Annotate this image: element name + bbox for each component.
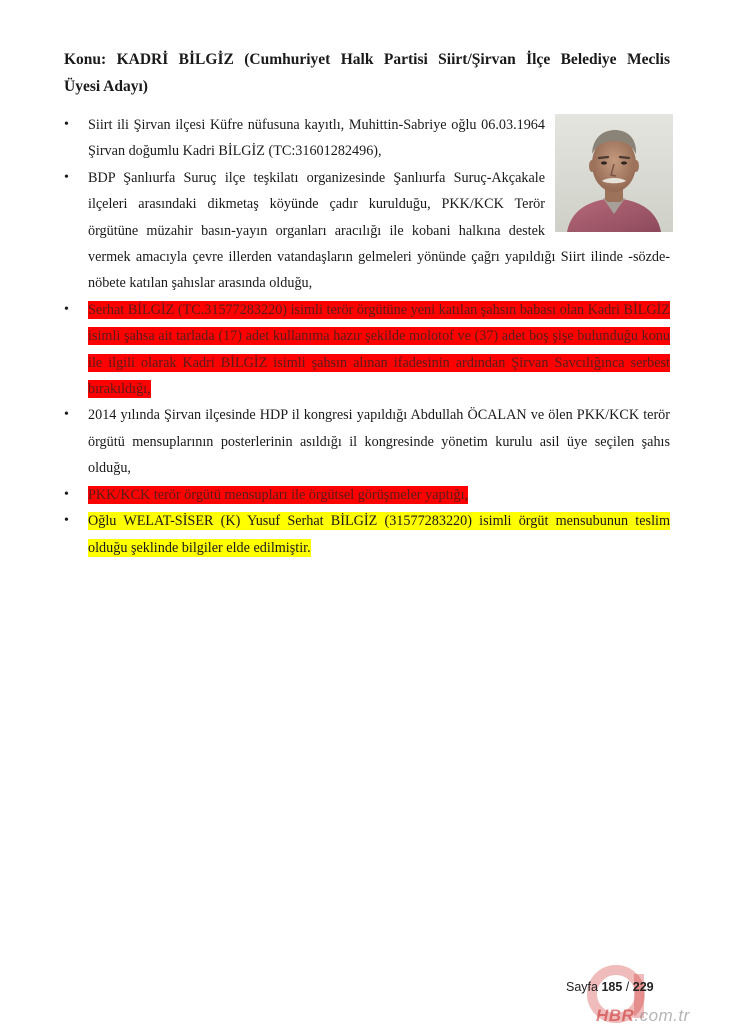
item-text [88, 165, 670, 297]
bullet-glyph: • [64, 169, 69, 185]
title-line-1: Konu: KADRİ BİLGİZ (Cumhuriyet Halk Partisi Siirt/Şirvan İlçe Belediye Meclis [64, 51, 670, 68]
page-label: Sayfa [566, 980, 598, 994]
page-current: 185 [601, 980, 623, 994]
bullet-glyph: • [64, 513, 69, 529]
list-item [64, 165, 670, 297]
document-title [64, 46, 670, 100]
list-item-red-highlight [64, 482, 670, 508]
title-line-2: Üyesi Adayı) [64, 78, 148, 95]
item-text [88, 402, 670, 481]
watermark-brand: HBR [596, 1006, 635, 1025]
list-item-yellow-highlight [64, 508, 670, 561]
watermark-domain: .com.tr [634, 1006, 690, 1025]
bullet-glyph: • [64, 407, 69, 423]
item-text-content: BDP Şanlıurfa Suruç ilçe teşkilatı organizesinde Şanlıurfa Suruç-Akçakale ilçeleri arasındaki dikmetaş köyünde çadır kurulduğu, PKK/KCK Terör örgütüne müzahir basın-yayın organları aracılığı ile kobani halkına destek vermek amacıyla çevre illerden vatandaşların gelmeleri yönünde çağrı yapıldığı Siirt ilinde -sözde- nöbete katılan şahıslar arasında olduğu, [88, 169, 670, 292]
page-total: 229 [632, 980, 654, 994]
watermark-text [596, 1006, 690, 1026]
item-text: Siirt ili Şirvan ilçesi Küfre nüfusuna kayıtlı, Muhittin-Sabriye oğlu 06.03.1964 Şirvan doğumlu Kadri BİLGİZ (TC:31601282496), [88, 117, 545, 160]
item-text [88, 508, 670, 561]
item-text-content: 2014 yılında Şirvan ilçesinde HDP il kongresi yapıldığı Abdullah ÖCALAN ve ölen PKK/KCK terör örgütü mensuplarının posterlerinin asıldığı il kongresinde yönetim kurulu asil üye seçilen şahıs olduğu, [88, 407, 670, 477]
list-item [64, 112, 670, 165]
item-text [88, 297, 670, 403]
page-footer [566, 980, 654, 994]
bullet-list [64, 112, 670, 561]
red-highlight: Serhat BİLGİZ (TC.31577283220) isimli terör örgütüne yeni katılan şahsın babası olan Kadri BİLGİZ isimli şahsa ait tarlada (17) adet kullanıma hazır şekilde molotof ve (37) adet boş şişe bulunduğu konu ile ilgili olarak Kadri BİLGİZ isimli şahsın alınan ifadesinin ardından Şirvan Savcılığınca serbest bırakıldığı, [88, 301, 670, 398]
page-separator: / [625, 980, 630, 994]
bullet-glyph: • [64, 486, 69, 502]
item-text [88, 482, 670, 508]
list-item [64, 402, 670, 481]
bullet-glyph: • [64, 301, 69, 317]
bullet-glyph: • [64, 117, 69, 132]
list-item-red-highlight [64, 297, 670, 403]
red-highlight: PKK/KCK terör örgütü mensupları ile örgütsel görüşmeler yaptığı, [88, 486, 469, 503]
yellow-highlight: Oğlu WELAT-SİSER (K) Yusuf Serhat BİLGİZ (31577283220) isimli örgüt mensubunun teslim olduğu şeklinde bilgiler elde edilmiştir. [88, 513, 670, 556]
